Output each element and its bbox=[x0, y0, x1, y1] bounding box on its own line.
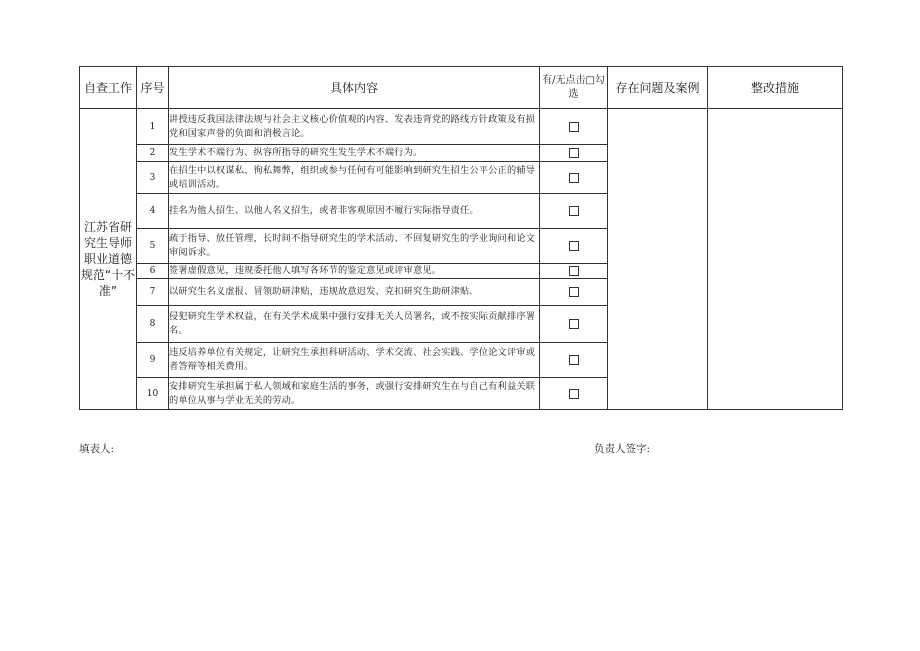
row-content: 侵犯研究生学术权益，在有关学术成果中强行安排无关人员署名，或不按实际贡献排序署名。 bbox=[169, 306, 540, 343]
checkbox[interactable] bbox=[569, 241, 579, 251]
row-content: 在招生中以权谋私、徇私舞弊，组织或参与任何有可能影响到研究生招生公平公正的辅导或培训活动。 bbox=[169, 162, 540, 194]
checkbox-cell[interactable] bbox=[540, 194, 608, 229]
row-content: 疏于指导、放任管理，长时间不指导研究生的学术活动、不回复研究生的学业询问和论文审阅诉求。 bbox=[169, 229, 540, 264]
checkbox-cell[interactable] bbox=[540, 343, 608, 378]
checkbox[interactable] bbox=[569, 206, 579, 216]
checkbox[interactable] bbox=[569, 122, 579, 132]
issues-cell[interactable] bbox=[608, 109, 708, 410]
checkbox[interactable] bbox=[569, 287, 579, 297]
header-measures: 整改措施 bbox=[708, 67, 843, 109]
row-content: 以研究生名义虚报、冒领助研津贴，违规故意迟发、克扣研究生助研津贴. bbox=[169, 279, 540, 306]
row-number: 3 bbox=[137, 162, 169, 194]
checkbox[interactable] bbox=[569, 173, 579, 183]
signer-label: 负责人签字: bbox=[594, 443, 651, 455]
checkbox-cell[interactable] bbox=[540, 229, 608, 264]
checkbox-cell[interactable] bbox=[540, 378, 608, 410]
filler-label: 填表人: bbox=[79, 443, 115, 455]
checkbox-cell[interactable] bbox=[540, 162, 608, 194]
row-content: 安排研究生承担属于私人领域和家庭生活的事务，或强行安排研究生在与自己有利益关联的单位从事与学业无关的劳动。 bbox=[169, 378, 540, 410]
checkbox[interactable] bbox=[569, 266, 579, 276]
row-number: 7 bbox=[137, 279, 169, 306]
row-number: 10 bbox=[137, 378, 169, 410]
checkbox-cell[interactable] bbox=[540, 109, 608, 145]
row-content: 讲授违反我国法律法规与社会主义核心价值观的内容、发表违背党的路线方针政策及有损党和国家声誉的负面和消极言论。 bbox=[169, 109, 540, 145]
checkbox-cell[interactable] bbox=[540, 279, 608, 306]
row-number: 8 bbox=[137, 306, 169, 343]
checkbox-cell[interactable] bbox=[540, 264, 608, 279]
checkbox-cell[interactable] bbox=[540, 145, 608, 162]
header-check: 有/无点击□勾选 bbox=[540, 67, 608, 109]
row-number: 1 bbox=[137, 109, 169, 145]
self-check-table bbox=[79, 66, 843, 410]
checkbox[interactable] bbox=[569, 148, 579, 158]
row-content: 挂名为他人招生、以他人名义招生，或者非客观原因不履行实际指导责任。 bbox=[169, 194, 540, 229]
checkbox[interactable] bbox=[569, 389, 579, 399]
checkbox[interactable] bbox=[569, 355, 579, 365]
category-cell: 江苏省研究生导师职业道德规范“十不准” bbox=[80, 109, 137, 410]
row-number: 2 bbox=[137, 145, 169, 162]
table-row bbox=[80, 109, 843, 145]
header-seq: 序号 bbox=[137, 67, 169, 109]
header-content: 具体内容 bbox=[169, 67, 540, 109]
checkbox[interactable] bbox=[569, 319, 579, 329]
row-number: 4 bbox=[137, 194, 169, 229]
row-number: 9 bbox=[137, 343, 169, 378]
row-content: 发生学术不端行为、纵容所指导的研究生发生学术不端行为。 bbox=[169, 145, 540, 162]
header-category: 自查工作 bbox=[80, 67, 137, 109]
row-content: 违反培养单位有关规定，让研究生承担科研活动、学术交流、社会实践、学位论文评审或者答辩等相关费用。 bbox=[169, 343, 540, 378]
checkbox-cell[interactable] bbox=[540, 306, 608, 343]
header-issues: 存在问题及案例 bbox=[608, 67, 708, 109]
measures-cell[interactable] bbox=[708, 109, 843, 410]
row-number: 6 bbox=[137, 264, 169, 279]
row-number: 5 bbox=[137, 229, 169, 264]
row-content: 签署虚假意见，违规委托他人填写各环节的鉴定意见或评审意见。 bbox=[169, 264, 540, 279]
